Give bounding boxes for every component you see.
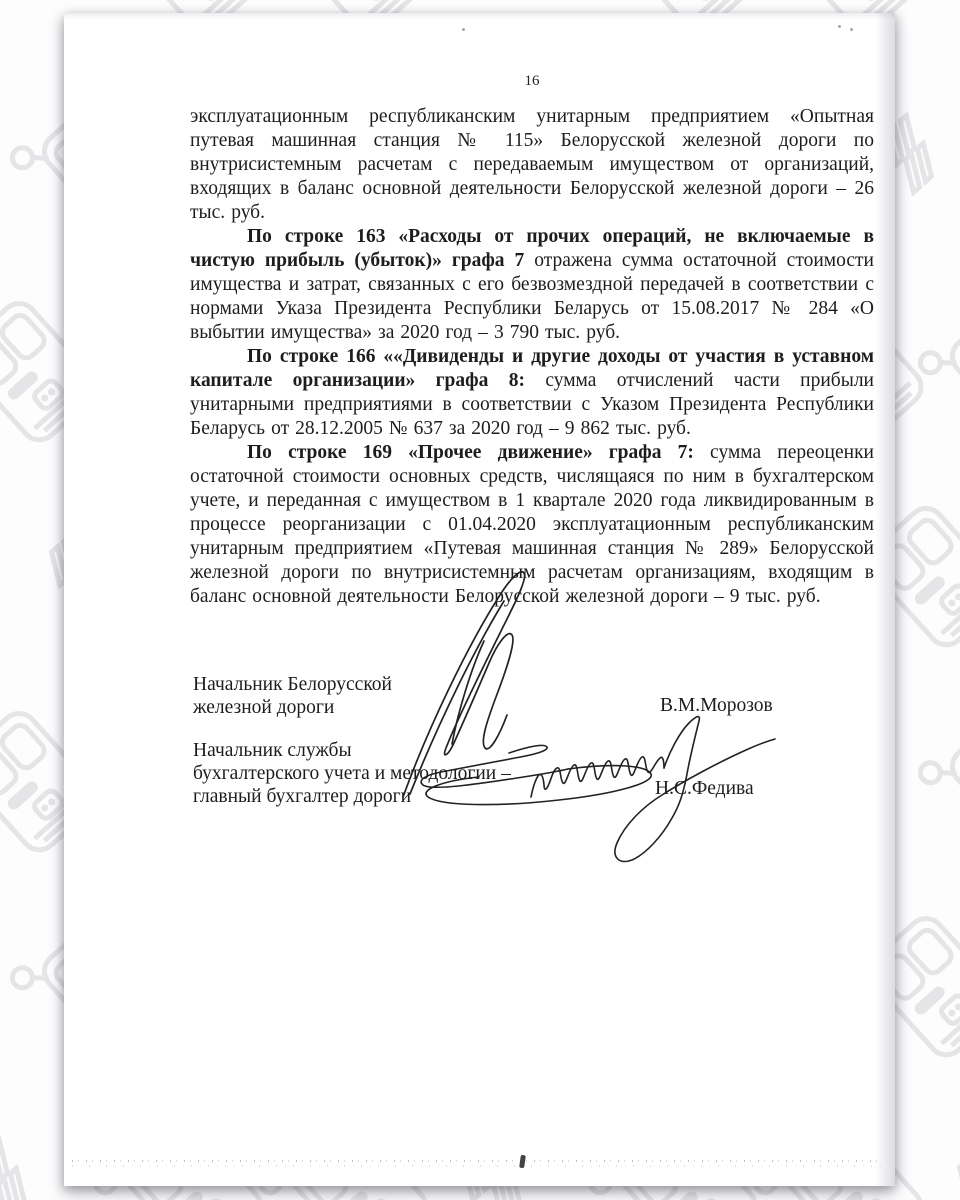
scan-noise-dot: [462, 28, 465, 31]
scan-noise-line: [72, 1160, 884, 1162]
document-body: [190, 105, 874, 609]
scan-noise-dot: [838, 25, 841, 28]
signatory-title-accountant: [193, 739, 511, 808]
paragraph-text: сумма отчислений части прибыли унитарными предприятиями в соответствии с Указом Президента Республики Беларусь от 28.12.2005 № 637 за 2020 год – 9 862 тыс. руб.: [190, 370, 874, 439]
paragraph-lead-bold: По строке 169 «Прочее движение» графа 7:: [247, 442, 694, 463]
signatory-title-line: железной дороги: [193, 697, 335, 718]
signatory-title-line: Начальник Белорусской: [193, 674, 392, 695]
body-paragraph: [190, 345, 874, 441]
signatory-title-line: бухгалтерского учета и методологии –: [193, 763, 511, 784]
body-paragraph: [190, 225, 874, 345]
signatory-title-chief: [193, 673, 392, 719]
paragraph-text: отражена сумма остаточной стоимости имущества и затрат, связанных с его безвозмездной передачей в соответствии с нормами Указа Президента Республики Беларусь от 15.08.2017 № 284 «О выбытии имущества» за 2020 год – 3 790 тыс. руб.: [190, 250, 874, 343]
signatory-title-line: главный бухгалтер дороги: [193, 786, 412, 807]
paragraph-lead-bold: По строке 163 «Расходы от прочих операций, не включаемые в чистую прибыль (убыток)» графа 7: [190, 226, 874, 271]
signatory-name-fediva: Н.С.Федива: [655, 778, 754, 799]
body-paragraph: [190, 105, 874, 225]
scan-noise-dot: [850, 28, 853, 31]
paragraph-text: сумма переоценки остаточной стоимости основных средств, числящаяся по ним в бухгалтерском учете, и переданная с имуществом в 1 квартале 2020 года ликвидированным в процессе реорганизации с 01.04.2020 эксплуатационным республиканским унитарным предприятием «Путевая машинная станция № 289» Белорусской железной дороги по внутрисистемным расчетам организациям, входящим в баланс основной деятельности Белорусской железной дороги – 9 тыс. руб.: [190, 442, 874, 607]
document-page: [64, 13, 895, 1186]
paragraph-lead-bold: По строке 166 ««Дивиденды и другие доходы от участия в уставном капитале организации» графа 8:: [190, 346, 874, 391]
page-edge-shading-top: [64, 13, 895, 19]
page-edge-shading-right: [875, 13, 895, 1186]
signatory-title-line: Начальник службы: [193, 740, 352, 761]
scan-noise-line: [72, 1165, 884, 1167]
body-paragraph: [190, 441, 874, 609]
paragraph-text: эксплуатационным республиканским унитарным предприятием «Опытная путевая машинная станция № 115» Белорусской железной дороги по внутрисистемным расчетам с передаваемым имуществом от организаций, входящих в баланс основной деятельности Белорусской железной дороги – 26 тыс. руб.: [190, 106, 874, 223]
signatory-name-morozov: В.М.Морозов: [660, 695, 773, 716]
page-number: 16: [524, 73, 540, 89]
